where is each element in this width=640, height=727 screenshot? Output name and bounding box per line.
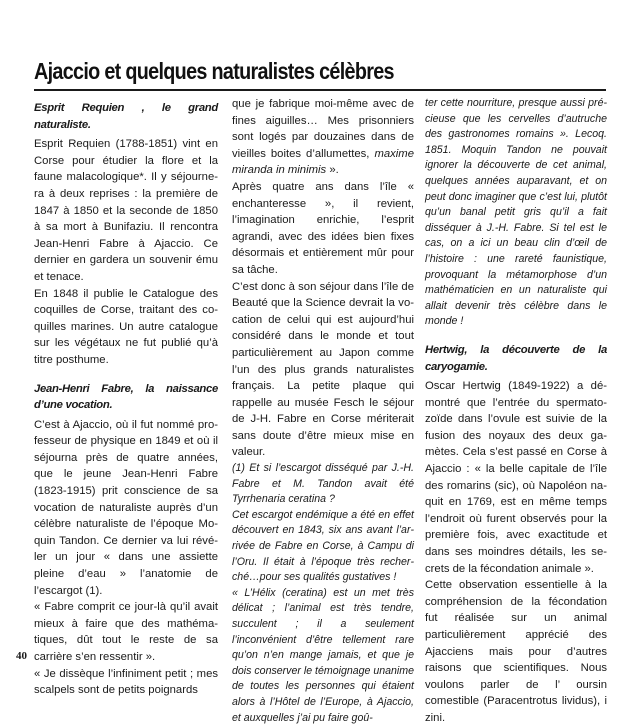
footnote: (1) Et si l’escargot disséqué par J.-H. Fabre et M. Tandon avait été Tyrrhenaria ceratina ? <box>232 462 414 506</box>
paragraph: C’est à Ajaccio, où il fut nommé professeur de physique en 1849 et où il séjourna près de quatre années, que le jeune Jean-Henri Fabre (1823-1915) prit conscience de sa vocation de naturaliste auprès d’un célèbre naturaliste de l’époque Moquin Tandon. Ce dernier va lui révéler un jour « dans une assiette pleine d’eau » l’anatomie de l’escargot (1). <box>34 418 218 597</box>
paragraph: C’est donc à son séjour dans l’île de Beauté que la Science devrait la vocation de celui qui est aujourd’hui considéré dans le monde et tout particulièrement au Japon comme l’un des plus grands naturalistes français. La petite plaque qui rappelle au musée Fesch le séjour de J-H. Fabre en Corse mériterait sans doute d’être mieux mise en valeur. <box>232 280 414 459</box>
page-title: Ajaccio et quelques naturalistes célèbres <box>34 58 394 84</box>
paragraph-text: que je fabrique moi-même avec de fines aiguilles… Mes prisonniers sont logés par douzaines dans de vieilles boites d’allumettes, <box>232 98 414 160</box>
section-heading-fabre: Jean-Henri Fabre, la naissance d’une vocation. <box>34 382 218 412</box>
column-1 <box>34 96 218 699</box>
footnote: « L’Hélix (ceratina) est un met très délicat ; l’animal est très tendre, succulent ; il a seulement l’inconvénient d’être tellement rare qu’on n’en mange jamais, et que je dois conserver le témoignage unanime de toutes les personnes qui étaient alors à l’Hôtel de l’Europe, à Ajaccio, et auxquelles j’ai pu faire goû- <box>232 586 414 724</box>
paragraph: Après quatre ans dans l’île « enchanteresse », il revient, l’imagination enrichie, l’esprit agrandi, avec des idées bien fixes désormais et entièrement mûr pour sa tâche. <box>232 180 414 276</box>
latin-quote: maxime miranda in minimis <box>232 147 414 177</box>
paragraph-text: ». <box>329 164 339 177</box>
paragraph: Oscar Hertwig (1849-1922) a démontré que l’entrée du spermatozoïde dans l’ovule est suivie de la fusion des noyaux des deux gamètes. Cela s’est passé en Corse à Ajaccio : « la belle capitale de l’île des romarins (sic), où Napoléon naquit en 1769, est en même temps l’endroit où furent observés pour la première fois, avec exactitude et dans ses moindres détails, les secrets de la fécondation animale ». <box>425 380 607 575</box>
section-heading-hertwig: Hertwig, la découverte de la caryogamie. <box>425 343 607 373</box>
paragraph: En 1848 il publie le Catalogue des coquilles de Corse, traitant des coquilles marines. Un autre catalogue sur les végétaux ne fut publié qu’à titre posthume. <box>34 287 218 366</box>
column-2 <box>232 96 414 726</box>
paragraph: « Fabre comprit ce jour-là qu’il avait mieux à faire que des mathématiques, dût tout le reste de sa carrière s’en ressentir ». <box>34 601 218 663</box>
paragraph: Cette observation essentielle à la compréhension de la fécondation fut réalisée sur un animal particulièrement apprécié des Ajacciens mais pour d’autres raisons que scientifiques. Nous voulons parler de l’ oursin comestible (Paracentrotus lividus), i zini. <box>425 579 607 724</box>
section-heading-requien: Esprit Requien , le grand naturaliste. <box>34 102 218 131</box>
column-3 <box>425 96 607 727</box>
paragraph <box>232 96 414 179</box>
page-number: 40 <box>16 650 27 662</box>
footnote: Cet escargot endémique a été en effet découvert en 1843, six ans avant l’arrivée de Fabre en Corse, à Campu di l’Oru. Il était à l’époque très recherché…pour ses qualités gustatives ! <box>232 508 414 584</box>
title-rule <box>34 89 606 91</box>
footnote: ter cette nourriture, presque aussi précieuse que les cervelles d’autruche des gastronomes romains ». Lecoq. 1851. Moquin Tandon ne pouvait ignorer la découverte de cet animal, quelques années auparavant, et on peut donc imaginer que c’est lui, plutôt qu’un banal petit gris qu’il a fait disséquer à J.-H. Fabre. Si tel est le cas, on a ici un beau clin d’œil de l’histoire : une rareté faunistique, provoquant la métamorphose d’un mathématicien en un naturaliste qui allait devenir très célèbre dans le monde ! <box>425 97 607 328</box>
paragraph: « Je dissèque l’infiniment petit ; mes scalpels sont de petits poignards <box>34 667 218 697</box>
paragraph: Esprit Requien (1788-1851) vint en Corse pour étudier la flore et la faune malacologique*. Il y séjournera à deux reprises : la première de 1847 à 1850 et la seconde de 1850 à sa mort à Bunifaziu. Il rencontra Jean-Henri Fabre à Ajaccio. Ce dernier en gardera un souvenir ému et tenace. <box>34 138 218 283</box>
